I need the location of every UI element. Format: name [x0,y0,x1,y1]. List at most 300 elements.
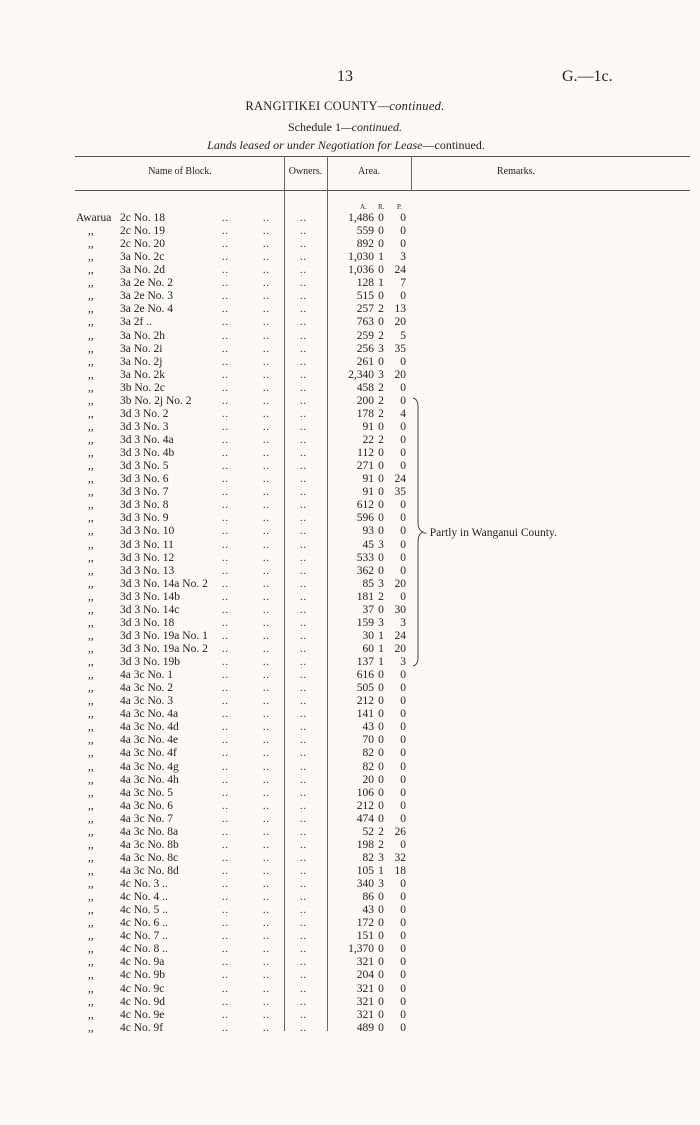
area-roods: 0 [378,1021,384,1034]
leader-dots: .. [300,226,307,238]
leader-dots: .. [263,1022,270,1034]
block-name: 4c No. 4 .. [120,891,168,904]
table-row [0,212,700,225]
leader-dots: .. [300,487,307,499]
leader-dots: .. [300,879,307,891]
area-acres: 128 [356,277,374,290]
leader-dots: .. [222,578,229,590]
area-roods: 0 [378,904,384,917]
table-row [0,330,700,343]
table-row [0,669,700,682]
leader-dots: .. [263,774,270,786]
area-roods: 2 [378,394,384,407]
row-prefix: ,, [88,551,94,564]
leader-dots: .. [263,657,270,669]
row-prefix: ,, [88,982,94,995]
area-perches: 0 [400,447,406,460]
area-roods: 0 [378,238,384,251]
block-name: 3d 3 No. 4b [120,447,175,460]
leader-dots: .. [263,931,270,943]
row-prefix: ,, [88,577,94,590]
leader-dots: .. [222,304,229,316]
area-perches: 0 [400,734,406,747]
row-prefix: ,, [88,878,94,891]
row-prefix: ,, [88,995,94,1008]
leader-dots: .. [263,892,270,904]
table-row [0,721,700,734]
leader-dots: .. [222,617,229,629]
area-perches: 0 [400,956,406,969]
table-row [0,277,700,290]
block-name: 3d 3 No. 9 [120,512,169,525]
leader-dots: .. [300,526,307,538]
leader-dots: .. [222,565,229,577]
leader-dots: .. [222,226,229,238]
area-acres: 52 [362,825,374,838]
area-perches: 0 [400,891,406,904]
area-roods: 3 [378,577,384,590]
block-name: 4a 3c No. 2 [120,682,174,695]
leader-dots: .. [300,696,307,708]
leader-dots: .. [222,970,229,982]
row-prefix: ,, [88,486,94,499]
area-acres: 1,486 [348,212,374,224]
area-perches: 0 [400,420,406,433]
leader-dots: .. [263,487,270,499]
area-roods: 3 [378,616,384,629]
block-name: 3a No. 2i [120,342,163,355]
table-row [0,813,700,826]
row-prefix: ,, [88,786,94,799]
area-roods: 2 [378,407,384,420]
area-roods: 0 [378,212,384,224]
block-name: 3b No. 2c [120,381,166,394]
row-prefix: ,, [88,1008,94,1021]
leader-dots: .. [300,500,307,512]
row-prefix: ,, [88,447,94,460]
table-row [0,264,700,277]
leader-dots: .. [222,265,229,277]
area-roods: 2 [378,434,384,447]
leader-dots: .. [263,957,270,969]
table-row [0,604,700,617]
column-header-owners: Owners. [288,166,323,177]
schedule-suffix: —continued. [341,120,402,134]
leader-dots: .. [263,578,270,590]
leader-dots: .. [300,761,307,773]
row-prefix: ,, [88,1021,94,1034]
row-prefix: ,, [88,838,94,851]
row-prefix: ,, [88,303,94,316]
row-prefix: ,, [88,407,94,420]
area-acres: 181 [356,590,374,603]
leader-dots: .. [263,565,270,577]
leader-dots: .. [263,879,270,891]
leader-dots: .. [300,317,307,329]
area-perches: 0 [400,381,406,394]
area-acres: 86 [362,891,374,904]
leader-dots: .. [300,291,307,303]
leader-dots: .. [222,1009,229,1021]
leader-dots: .. [300,369,307,381]
area-perches: 0 [400,1021,406,1034]
area-perches: 0 [400,943,406,956]
subheader-acres: A. [360,203,367,211]
table-row [0,891,700,904]
leader-dots: .. [222,787,229,799]
area-roods: 0 [378,734,384,747]
table-row [0,682,700,695]
block-name: 3a 2e No. 3 [120,290,174,303]
county-title-text: RANGITIKEI COUNTY [245,99,378,113]
leader-dots: .. [300,735,307,747]
table-row [0,1009,700,1022]
table-row [0,578,700,591]
table-row [0,290,700,303]
row-prefix: ,, [88,773,94,786]
table-row [0,708,700,721]
table-row [0,539,700,552]
area-acres: 1,036 [348,264,374,277]
area-roods: 0 [378,760,384,773]
area-acres: 172 [356,917,374,930]
leader-dots: .. [300,931,307,943]
area-roods: 0 [378,969,384,982]
area-perches: 0 [400,238,406,251]
area-perches: 0 [400,982,406,995]
leader-dots: .. [263,461,270,473]
area-acres: 362 [356,564,374,577]
area-acres: 559 [356,225,374,238]
row-prefix: ,, [88,669,94,682]
leader-dots: .. [222,774,229,786]
area-perches: 0 [400,355,406,368]
area-perches: 0 [400,747,406,760]
row-prefix: ,, [88,656,94,669]
row-prefix: ,, [88,760,94,773]
row-prefix: ,, [88,420,94,433]
area-acres: 37 [362,603,374,616]
area-roods: 2 [378,838,384,851]
subheader-roods: R. [378,203,385,211]
leader-dots: .. [263,591,270,603]
leader-dots: .. [222,278,229,290]
leader-dots: .. [222,630,229,642]
table-row [0,1022,700,1035]
block-name: 4c No. 9f [120,1021,164,1034]
leader-dots: .. [222,213,229,224]
row-prefix: Awarua [76,212,112,224]
area-acres: 489 [356,1021,374,1034]
area-acres: 82 [362,760,374,773]
area-roods: 0 [378,447,384,460]
table-row [0,591,700,604]
block-name: 4a 3c No. 4a [120,708,179,721]
leader-dots: .. [263,252,270,264]
block-name: 3d 3 No. 19a No. 1 [120,629,208,642]
block-name: 3d 3 No. 11 [120,538,174,551]
area-perches: 0 [400,799,406,812]
block-name: 4c No. 7 .. [120,930,168,943]
leader-dots: .. [263,369,270,381]
table-row [0,774,700,787]
block-name: 4a 3c No. 4g [120,760,179,773]
row-prefix: ,, [88,251,94,264]
area-roods: 0 [378,917,384,930]
area-roods: 0 [378,551,384,564]
block-name: 2c No. 19 [120,225,166,238]
leader-dots: .. [222,709,229,721]
leader-dots: .. [300,565,307,577]
leader-dots: .. [222,866,229,877]
area-roods: 3 [378,538,384,551]
area-roods: 0 [378,956,384,969]
area-acres: 85 [362,577,374,590]
area-perches: 20 [394,577,406,590]
leader-dots: .. [300,1009,307,1021]
area-roods: 0 [378,891,384,904]
leader-dots: .. [300,252,307,264]
table-row [0,251,700,264]
area-acres: 763 [356,316,374,329]
area-perches: 20 [394,368,406,381]
leader-dots: .. [222,983,229,995]
row-prefix: ,, [88,721,94,734]
area-perches: 30 [394,603,406,616]
leader-dots: .. [222,604,229,616]
leader-dots: .. [300,630,307,642]
table-row [0,460,700,473]
row-prefix: ,, [88,368,94,381]
leader-dots: .. [300,957,307,969]
row-prefix: ,, [88,381,94,394]
leader-dots: .. [263,408,270,420]
area-perches: 0 [400,786,406,799]
leader-dots: .. [222,826,229,838]
row-prefix: ,, [88,316,94,329]
area-perches: 0 [400,812,406,825]
table-row [0,800,700,813]
leader-dots: .. [222,852,229,864]
table-row [0,956,700,969]
table-row [0,343,700,356]
row-prefix: ,, [88,603,94,616]
block-name: 4a 3c No. 4e [120,734,179,747]
area-perches: 3 [400,616,406,629]
leader-dots: .. [263,670,270,682]
leader-dots: .. [222,1022,229,1034]
leader-dots: .. [300,435,307,447]
block-name: 3b No. 2j No. 2 [120,394,192,407]
row-prefix: ,, [88,238,94,251]
leader-dots: .. [300,239,307,251]
leader-dots: .. [300,944,307,956]
area-acres: 892 [356,238,374,251]
table-row [0,787,700,800]
block-name: 3a No. 2j [120,355,163,368]
row-prefix: ,, [88,538,94,551]
block-name: 3d 3 No. 7 [120,486,169,499]
table-row [0,434,700,447]
table-top-rule [75,156,690,157]
block-name: 4c No. 9b [120,969,166,982]
block-name: 3d 3 No. 13 [120,564,175,577]
leader-dots: .. [222,696,229,708]
area-perches: 24 [394,629,406,642]
area-perches: 0 [400,930,406,943]
area-perches: 5 [400,329,406,342]
area-perches: 3 [400,251,406,264]
area-acres: 106 [356,786,374,799]
area-acres: 60 [362,642,374,655]
area-acres: 596 [356,512,374,525]
leader-dots: .. [263,330,270,342]
area-roods: 0 [378,460,384,473]
row-prefix: ,, [88,891,94,904]
row-prefix: ,, [88,329,94,342]
leader-dots: .. [263,996,270,1008]
leader-dots: .. [300,774,307,786]
remark-text: - Partly in Wanganui County. [423,527,557,539]
block-name: 2c No. 20 [120,238,166,251]
leader-dots: .. [222,683,229,695]
area-perches: 32 [394,851,406,864]
area-perches: 7 [400,277,406,290]
area-acres: 159 [356,616,374,629]
leader-dots: .. [263,421,270,433]
block-name: 3d 3 No. 3 [120,420,169,433]
block-name: 3d 3 No. 19a No. 2 [120,642,208,655]
area-roods: 0 [378,747,384,760]
area-roods: 1 [378,642,384,655]
leader-dots: .. [222,448,229,460]
table-row [0,878,700,891]
area-roods: 0 [378,943,384,956]
leader-dots: .. [263,983,270,995]
leader-dots: .. [222,879,229,891]
leader-dots: .. [263,526,270,538]
leader-dots: .. [300,513,307,525]
leader-dots: .. [263,552,270,564]
area-roods: 0 [378,1008,384,1021]
leader-dots: .. [263,800,270,812]
block-name: 4c No. 3 .. [120,878,168,891]
area-roods: 0 [378,264,384,277]
area-roods: 2 [378,381,384,394]
table-row [0,552,700,565]
block-name: 4a 3c No. 3 [120,695,174,708]
table-row [0,303,700,316]
leader-dots: .. [300,683,307,695]
row-prefix: ,, [88,812,94,825]
block-name: 3d 3 No. 12 [120,551,175,564]
leader-dots: .. [263,356,270,368]
leader-dots: .. [300,983,307,995]
area-acres: 458 [356,381,374,394]
area-acres: 200 [356,394,374,407]
leader-dots: .. [300,996,307,1008]
leader-dots: .. [263,813,270,825]
leader-dots: .. [222,735,229,747]
row-prefix: ,, [88,943,94,956]
leader-dots: .. [222,539,229,551]
area-acres: 137 [356,656,374,669]
block-name: 3d 3 No. 10 [120,525,175,538]
row-prefix: ,, [88,564,94,577]
area-perches: 0 [400,721,406,734]
leader-dots: .. [300,1022,307,1034]
leader-dots: .. [263,905,270,917]
block-name: 3d 3 No. 18 [120,616,175,629]
row-prefix: ,, [88,865,94,877]
leader-dots: .. [222,408,229,420]
subtitle-italic: Lands leased or under Negotiation for Lease [207,138,423,152]
row-prefix: ,, [88,499,94,512]
county-title [0,99,690,114]
table-row [0,695,700,708]
block-name: 4a 3c No. 5 [120,786,174,799]
area-perches: 13 [394,303,406,316]
leader-dots: .. [300,970,307,982]
leader-dots: .. [263,852,270,864]
table-row [0,356,700,369]
area-roods: 0 [378,799,384,812]
area-roods: 0 [378,603,384,616]
leader-dots: .. [300,474,307,486]
table-row [0,316,700,329]
leader-dots: .. [263,839,270,851]
row-prefix: ,, [88,825,94,838]
block-name: 4c No. 9a [120,956,165,969]
block-name: 3d 3 No. 6 [120,473,169,486]
area-roods: 3 [378,342,384,355]
row-prefix: ,, [88,512,94,525]
leader-dots: .. [222,905,229,917]
area-acres: 259 [356,329,374,342]
area-perches: 35 [394,486,406,499]
area-perches: 18 [394,865,406,877]
leader-dots: .. [300,278,307,290]
row-prefix: ,, [88,290,94,303]
area-acres: 151 [356,930,374,943]
table-row [0,238,700,251]
leader-dots: .. [222,657,229,669]
leader-dots: .. [222,461,229,473]
leader-dots: .. [263,395,270,407]
block-name: 3a No. 2k [120,368,166,381]
area-acres: 212 [356,695,374,708]
block-name: 2c No. 18 [120,212,166,224]
area-acres: 257 [356,303,374,316]
area-acres: 198 [356,838,374,851]
area-acres: 321 [356,956,374,969]
area-perches: 0 [400,1008,406,1021]
table-row [0,421,700,434]
area-acres: 93 [362,525,374,538]
area-perches: 0 [400,525,406,538]
leader-dots: .. [300,866,307,877]
leader-dots: .. [263,1009,270,1021]
table-row [0,826,700,839]
table-row [0,656,700,669]
area-acres: 43 [362,721,374,734]
area-perches: 0 [400,434,406,447]
block-name: 3d 3 No. 19b [120,656,181,669]
leader-dots: .. [300,643,307,655]
leader-dots: .. [300,918,307,930]
leader-dots: .. [222,839,229,851]
row-prefix: ,, [88,917,94,930]
